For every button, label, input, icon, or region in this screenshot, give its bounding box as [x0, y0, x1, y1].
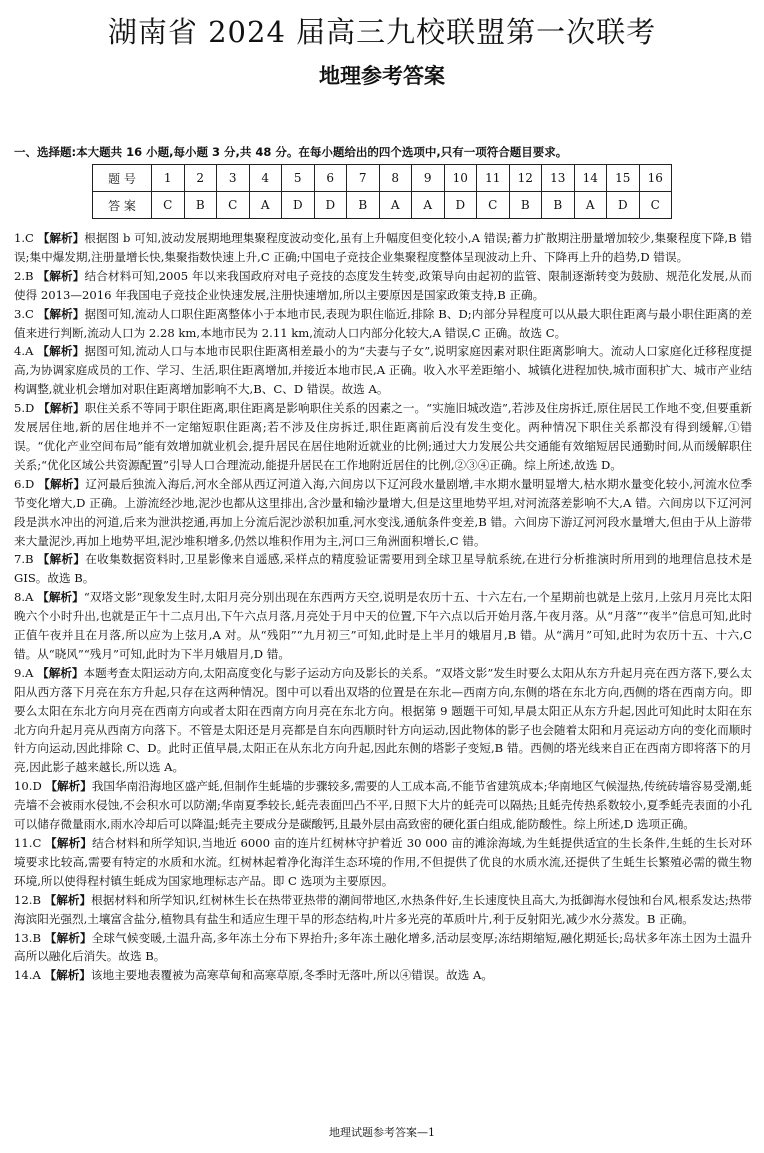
- item-text: 职住关系不等同于职住距离,职住距离是影响职住关系的因素之一。“实施旧城改造”,若涉及住房拆迁,原住居民工作地不变,但要重新发展居住地,新的居住地并不一定缩短职住距离;若不涉及住房拆迁,职住距离前后没有发生变化。两种情况下职住关系都没有得到缓解,①错误。“优化产业空间布局”能有效增加就业机会,提升居民在居住地附近就业的比例;通过大力发展公共交通能有效缩短居民通勤时间,从而缓解职住关系;“优化区域公共资源配置”引导人口合理流动,能提升居民在工作地附近居住的比例,②③④正确。综上所述,故选 D。: [14, 401, 752, 472]
- explanation-item: [14, 777, 752, 834]
- item-number: 5.D: [14, 401, 35, 416]
- item-text: 据图可知,流动人口职住距离整体小于本地市民,表现为职住临近,排除 B、D;内部分异程度可以从最大职住距离与最小职住距离的差值来进行判断,流动人口为 2.28 km,本地市民为 2.11 km,流动人口内部分化较大,A 错误,C 正确。故选 C。: [14, 306, 752, 340]
- item-number: 14.A: [14, 968, 41, 983]
- item-number: 13.B: [14, 930, 41, 945]
- question-number: 8: [379, 165, 412, 192]
- answer-cell: C: [477, 192, 510, 219]
- answer-cell: D: [282, 192, 315, 219]
- row-label-number: 题 号: [93, 165, 152, 192]
- question-number: 2: [184, 165, 217, 192]
- analysis-tag: 【解析】: [38, 401, 85, 416]
- analysis-tag: 【解析】: [38, 476, 86, 491]
- question-number: 10: [444, 165, 477, 192]
- answer-cell: A: [249, 192, 282, 219]
- analysis-tag: 【解析】: [44, 892, 92, 907]
- explanation-item: [14, 475, 752, 551]
- answer-row: [93, 192, 672, 219]
- analysis-tag: 【解析】: [37, 665, 84, 680]
- item-text: 结合材料和所学知识,当地近 6000 亩的连片红树林守护着近 30 000 亩的滩涂海域,为生蚝提供适宜的生长条件,生蚝的生长对环境要求比较高,需要有特定的水质和水流。红树林起着净化海洋生态环境的作用,不但提供了优良的水质水流,还提供了生蚝生长繁殖必需的微生物环境,所以使得程村镇生蚝成为国家地理标志产品。即 C 选项为主要原因。: [14, 836, 752, 888]
- explanation-item: [14, 342, 752, 399]
- analysis-tag: 【解析】: [45, 836, 93, 850]
- item-number: 11.C: [14, 836, 42, 850]
- question-number: 14: [574, 165, 607, 192]
- answer-cell: B: [509, 192, 542, 219]
- page-title: 湖南省 2024 届高三九校联盟第一次联考: [107, 15, 657, 49]
- analysis-tag: 【解析】: [45, 779, 92, 794]
- item-number: 6.D: [14, 476, 35, 491]
- question-number: 16: [639, 165, 672, 192]
- item-text: 据图可知,流动人口与本地市民职住距离相差最小的为“夫妻与子女”,说明家庭因素对职住距离影响大。流动人口家庭化迁移程度提高,为协调家庭成员的工作、学习、生活,职住距离增加,并接近本地市民,A 正确。收入水平差距缩小、城镇化进程加快,城市面积扩大、城市产业结构调整,就业机会增加对职住距离增加影响不大,B、C、D 错误。故选 A。: [14, 344, 752, 397]
- analysis-tag: 【解析】: [37, 552, 86, 567]
- analysis-tag: 【解析】: [44, 930, 92, 945]
- question-number: 1: [152, 165, 185, 192]
- item-text: 我国华南沿海地区盛产蚝,但制作生蚝墙的步骤较多,需要的人工成本高,不能节省建筑成本;华南地区气候湿热,传统砖墙容易受潮,蚝壳墙不会被雨水侵蚀,不会积水可以防潮;华南夏季较长,蚝壳表面凹凸不平,日照下大片的蚝壳可以隔热;且蚝壳传热系数较小,夏季蚝壳表面的小孔可以储存微量雨水,雨水冷却后可以降温;蚝壳主要成分是碳酸钙,且最外层由高致密的硬化蛋白组成,能防酸性。综上所述,D 选项正确。: [14, 779, 752, 832]
- answer-cell: A: [574, 192, 607, 219]
- answer-cell: D: [314, 192, 347, 219]
- answer-cell: B: [542, 192, 575, 219]
- row-label-answer: 答 案: [93, 192, 152, 219]
- item-number: 8.A: [14, 590, 34, 605]
- answer-table: [92, 164, 672, 219]
- explanation-item: [14, 929, 752, 967]
- question-number: 11: [477, 165, 510, 192]
- item-number: 7.B: [14, 552, 34, 567]
- item-number: 1.C: [14, 231, 34, 245]
- question-number: 15: [607, 165, 640, 192]
- item-number: 9.A: [14, 665, 34, 680]
- explanation-item: [14, 305, 752, 343]
- question-number: 4: [249, 165, 282, 192]
- item-text: 在收集数据资料时,卫星影像来自遥感,采样点的精度验证需要用到全球卫星导航系统,在进行分析推演时所用到的地理信息技术是 GIS。故选 B。: [14, 552, 752, 586]
- explanation-item: [14, 966, 752, 985]
- item-number: 3.C: [14, 306, 34, 321]
- explanation-item: [14, 267, 752, 305]
- section-heading: 一、选择题:本大题共 16 小题,每小题 3 分,共 48 分。在每小题给出的四个选项中,只有一项符合题目要求。: [14, 145, 568, 159]
- explanation-item: [14, 229, 752, 267]
- item-text: 全球气候变暖,土温升高,多年冻土分布下界抬升;多年冻土融化增多,活动层变厚;冻结期缩短,融化期延长;岛状多年冻土因为土温升高所以融化后消失。故选 B。: [14, 930, 753, 964]
- page-subtitle: 地理参考答案: [319, 64, 445, 88]
- answer-cell: B: [184, 192, 217, 219]
- explanation-item: [14, 664, 752, 777]
- explanation-item: [14, 834, 752, 891]
- analysis-tag: 【解析】: [37, 590, 84, 605]
- item-text: 辽河最后独流入海后,河水全部从西辽河道入海,六间房以下辽河段水量剧增,丰水期水量明显增大,枯水期水量变化较小,河流水位季节变化增大,D 正确。上游流经沙地,泥沙也都从这里排出,含沙量和输沙量增大,但是这里地势平坦,对河流落差影响不大,A 错。六间房以下辽河河段是洪水冲出的河道,后来为泄洪挖通,再加上分流后泥沙淤积加重,河水变浅,通航条件变差,B 错。六间房下游辽河河段水量增大,但由于从上游带来大量泥沙,再加上地势平坦,泥沙堆积增多,仍然以堆积作用为主,河口三角洲面积增长,C 错。: [14, 476, 752, 548]
- item-number: 4.A: [14, 344, 34, 359]
- explanation-item: [14, 399, 752, 475]
- explanation-item: [14, 550, 752, 588]
- analysis-tag: 【解析】: [44, 968, 91, 983]
- answer-cell: D: [444, 192, 477, 219]
- analysis-tag: 【解析】: [37, 231, 85, 245]
- answer-cell: C: [152, 192, 185, 219]
- answer-cell: B: [347, 192, 380, 219]
- item-text: 本题考查太阳运动方向,太阳高度变化与影子运动方向及影长的关系。“双塔文影”发生时要么太阳从东方升起月亮在西方落下,要么太阳从西方落下月亮在东方升起,只存在这两种情况。图中可以看出双塔的位置是在东北—西南方向,东侧的塔在东北方向,西侧的塔在西南方向。即要么太阳在东北方向月亮在西南方向或者太阳在西南方向月亮在东北方向。根据第 9 题题干可知,早晨太阳正从东方升起,因此可知此时太阳在东北方向升起月亮从西南方向落下。不管是太阳还是月亮都是自东向西顺时针方向运动,因此物体的影子也会随着太阳和月亮运动方向的变化而顺时针方向运动,因此排除 C、D。此时正值早晨,太阳正在从东北方向升起,因此东侧的塔影子变短,B 错。西侧的塔光线来自正在西南方即将落下的月亮,因此影子越来越长,所以选 A。: [14, 665, 752, 775]
- explanation-item: [14, 891, 752, 929]
- answer-cell: D: [607, 192, 640, 219]
- question-number-row: [93, 165, 672, 192]
- item-text: “双塔文影”现象发生时,太阳月亮分别出现在东西两方天空,说明是农历十五、十六左右,一个星期前也就是上弦月,上弦月月亮比太阳晚六个小时升出,也就是正午十二点月出,下午六点月落,月亮处于月中天的位置,下午六点以后开始月落,午夜月落。从“月落”“夜半”信息可知,此时正值午夜并且在月落,所以应为上弦月,A 对。从“残阳”“九月初三”可知,此时是上半月的娥眉月,B 错。从“满月”可知,此时为农历十五、十六,C 错。从“晓风”“残月”可知,此时为下半月娥眉月,D 错。: [14, 590, 752, 661]
- answer-cell: C: [639, 192, 672, 219]
- page-footer: 地理试题参考答案—1: [329, 1126, 435, 1139]
- item-text: 根据材料和所学知识,红树林生长在热带亚热带的潮间带地区,水热条件好,生长速度快且高大,为抵御海水侵蚀和台风,根系发达;热带海滨阳光强烈,土壤富含盐分,植物具有盐生和适应生理干旱的形态结构,叶片多光亮的革质叶片,利于反射阳光,减少水分蒸发。B 正确。: [14, 892, 752, 926]
- item-number: 2.B: [14, 268, 34, 283]
- question-number: 9: [412, 165, 445, 192]
- answer-cell: A: [379, 192, 412, 219]
- analysis-tag: 【解析】: [37, 268, 85, 283]
- question-number: 12: [509, 165, 542, 192]
- explanations-list: [14, 229, 752, 985]
- item-number: 12.B: [14, 892, 41, 907]
- analysis-tag: 【解析】: [37, 306, 85, 321]
- question-number: 7: [347, 165, 380, 192]
- explanation-item: [14, 588, 752, 664]
- answer-cell: C: [217, 192, 250, 219]
- item-text: 根据图 b 可知,波动发展期地理集聚程度波动变化,虽有上升幅度但变化较小,A 错误;蓄力扩散期注册量增加较少,集聚程度下降,B 错误;集中爆发期,注册量增长快,集聚指数快速上升,C 正确;中国电子竞技企业集聚程度整体呈现波动上升、下降再上升的趋势,D 错误。: [14, 231, 752, 264]
- question-number: 3: [217, 165, 250, 192]
- question-number: 6: [314, 165, 347, 192]
- item-number: 10.D: [14, 779, 42, 794]
- item-text: 结合材料可知,2005 年以来我国政府对电子竞技的态度发生转变,政策导向由起初的监管、限制逐渐转变为鼓励、规范化发展,从而使得 2013—2016 年我国电子竞技企业快速发展,注册快速增加,所以主要原因是国家政策支持,B 正确。: [14, 268, 752, 302]
- answer-cell: A: [412, 192, 445, 219]
- question-number: 13: [542, 165, 575, 192]
- analysis-tag: 【解析】: [37, 344, 85, 359]
- question-number: 5: [282, 165, 315, 192]
- item-text: 该地主要地表覆被为高寒草甸和高寒草原,冬季时无落叶,所以④错误。故选 A。: [90, 968, 493, 983]
